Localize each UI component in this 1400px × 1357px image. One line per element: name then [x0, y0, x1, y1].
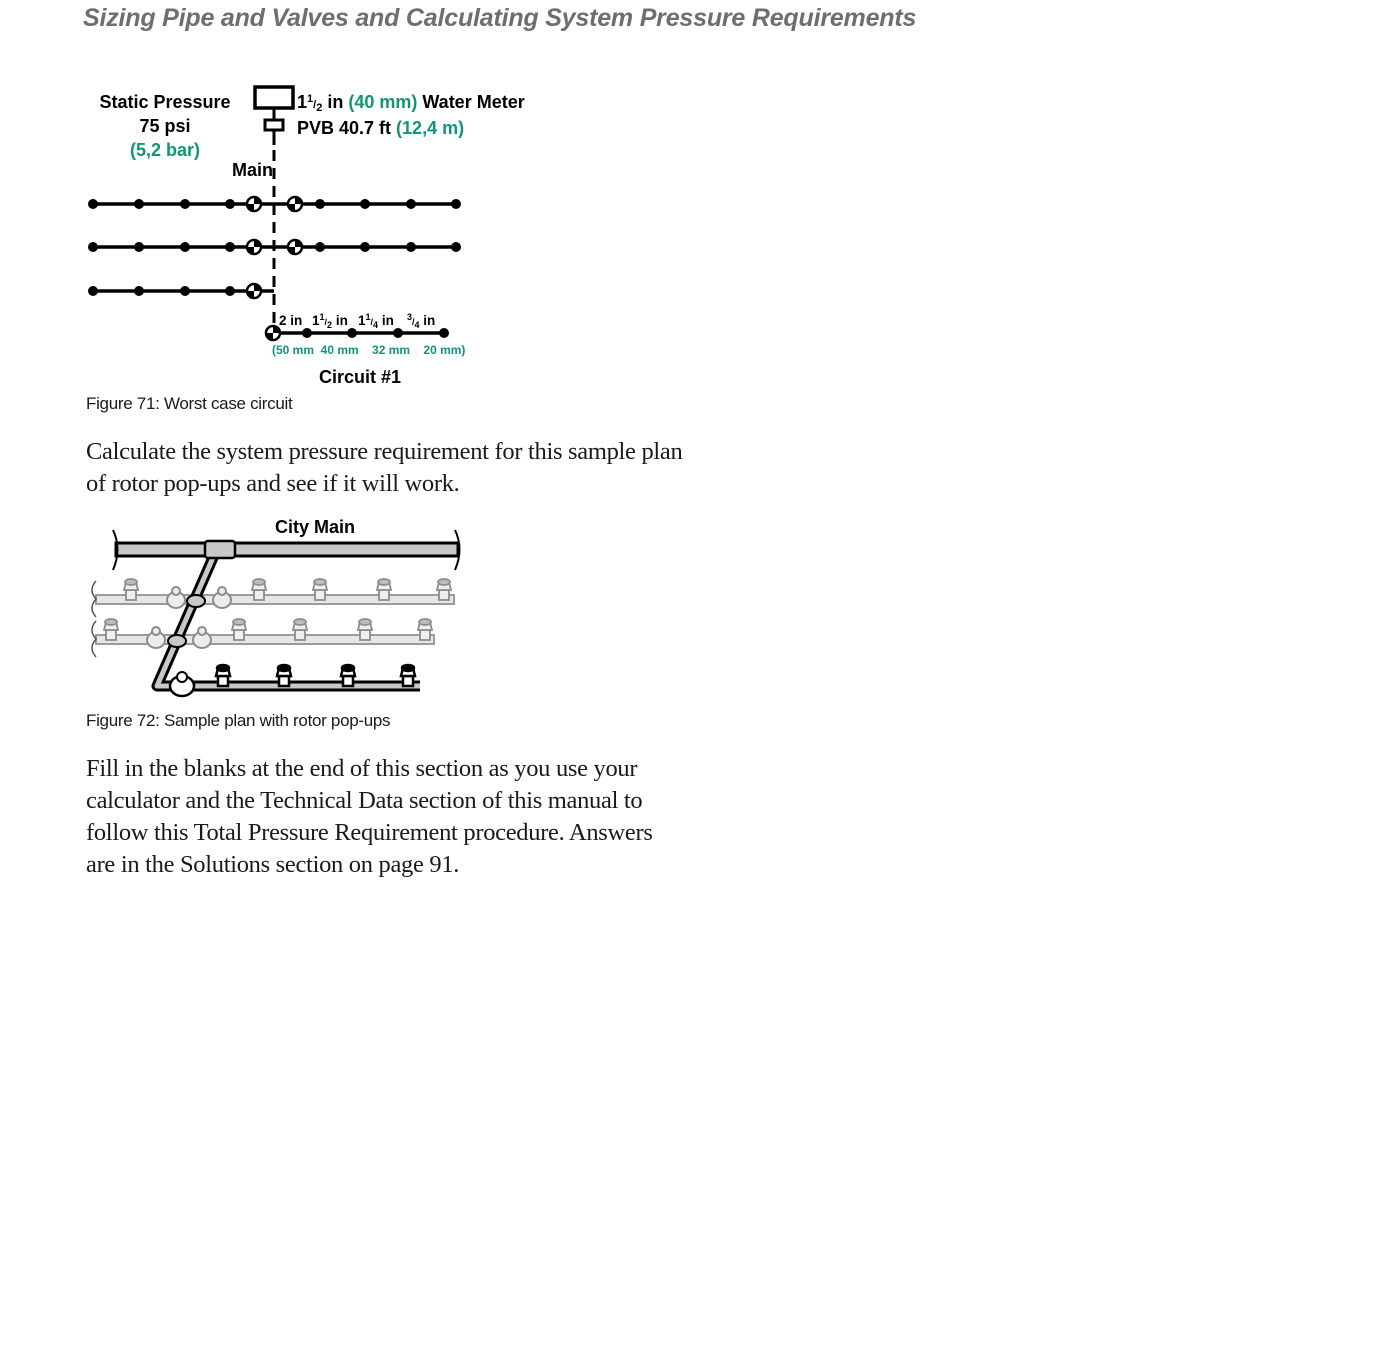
- city-main-label: City Main: [274, 517, 356, 537]
- rotor-head-icon: [252, 579, 266, 600]
- paragraph-2: Fill in the blanks at the end of this section as you use your calculator and the Technical Data section of this manual to follow this Total Pressure Requirement procedure. Answers are in the Solutions section on page 91.: [86, 755, 653, 878]
- pipe-size-3-4in: $^3_{/4}$ in: [407, 312, 436, 330]
- lateral-pipe-row-2: [92, 621, 434, 657]
- water-meter-label: $1^1_/2$ in (40 mm) Water Meter: [297, 92, 525, 114]
- rotor-head-icon: [418, 619, 432, 640]
- rotor-head-icon: [216, 665, 230, 686]
- rotor-head-icon: [277, 665, 291, 686]
- pipe-size-1-1-4in: $1^1_{/4}$ in: [358, 312, 394, 330]
- circuit-1-valve-pop: [170, 672, 194, 696]
- pvb-label: PVB 40.7 ft (12,4 m): [297, 118, 465, 138]
- main-label: Main: [232, 160, 274, 180]
- pipe-size-2in: 2 in: [279, 313, 303, 328]
- figure-71-caption: Figure 71: Worst case circuit: [86, 394, 293, 413]
- rotor-head-icon: [358, 619, 372, 640]
- static-pressure-label: Static Pressure: [99, 92, 231, 112]
- rotor-head-icon: [437, 579, 451, 600]
- lateral-tee-row-1: [187, 595, 205, 607]
- pipe-sizes-metric: (50 mm 40 mm 32 mm 20 mm): [272, 343, 466, 357]
- rotor-head-icon: [124, 579, 138, 600]
- rotor-head-icon: [377, 579, 391, 600]
- paragraph-1: Calculate the system pressure requirement for this sample plan of rotor pop-ups and see if it will work.: [86, 438, 683, 497]
- rotor-head-icon: [232, 619, 246, 640]
- lateral-tee-row-2: [168, 635, 186, 647]
- tee-fitting: [205, 541, 235, 558]
- rotor-head-icon: [293, 619, 307, 640]
- running-head: Sizing Pipe and Valves and Calculating System Pressure Requirements: [83, 4, 917, 32]
- rotor-head-icon: [104, 619, 118, 640]
- rotor-head-icon: [341, 665, 355, 686]
- static-pressure-psi: 75 psi: [139, 116, 191, 136]
- rotor-head-icon: [401, 665, 415, 686]
- static-pressure-bar: (5,2 bar): [129, 140, 201, 160]
- rotor-head-icon: [313, 579, 327, 600]
- lateral-pipe-row-1: [92, 581, 454, 617]
- pipe-size-1-1-2in: $1^1_{/2}$ in: [312, 312, 348, 330]
- figure-72-caption: Figure 72: Sample plan with rotor pop-ups: [86, 711, 391, 730]
- circuit-1-label: Circuit #1: [318, 367, 402, 387]
